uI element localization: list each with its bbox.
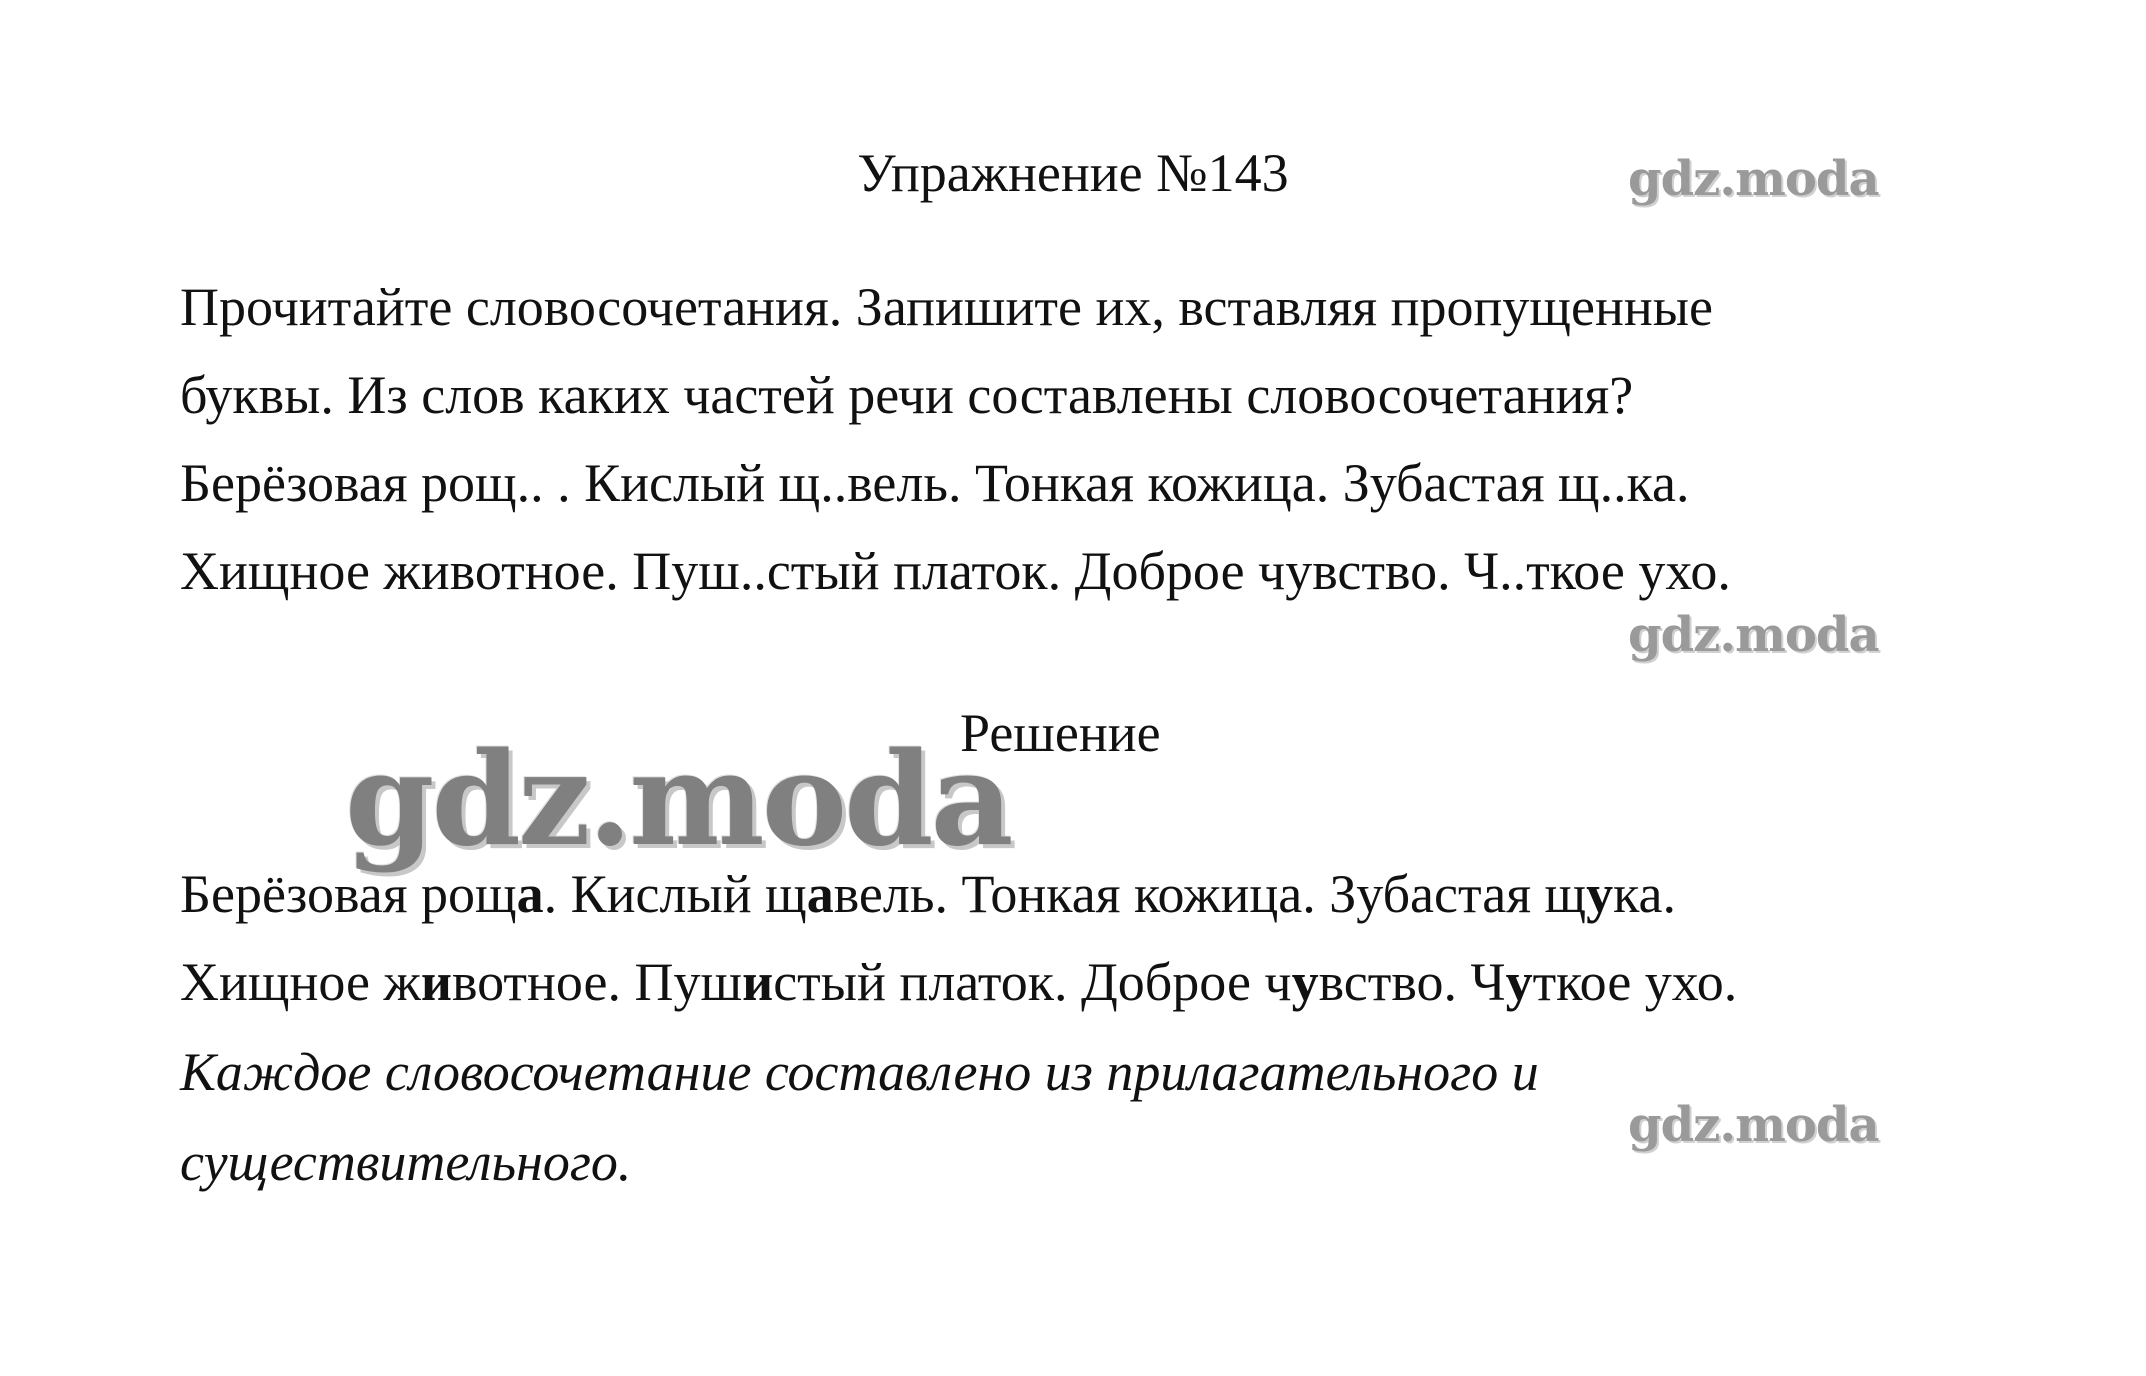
watermark-bottom: gdz.moda [1628,1097,1879,1153]
text-segment: . Кислый щ [543,864,807,924]
task-line: Прочитайте словосочетания. Запишите их, вставляя пропущенные [180,277,1714,337]
watermark-large: gdz.moda [345,725,1011,875]
text-segment: вотное. Пуш [451,952,743,1012]
solution-line [180,862,1676,926]
solution-line [180,950,1737,1014]
task-line: буквы. Из слов каких частей речи составлены словосочетания? [180,365,1634,425]
inserted-letter: и [742,952,774,1012]
inserted-letter: а [516,864,544,924]
inserted-letter: у [1505,952,1533,1012]
solution-note-line: существительного. [180,1132,632,1192]
text-segment: вель. Тонкая кожица. Зубастая щ [833,864,1587,924]
text-segment: вство. Ч [1318,952,1506,1012]
inserted-letter: а [806,864,834,924]
solution-heading: Решение [960,703,1161,763]
text-segment: стый платок. Доброе ч [773,952,1292,1012]
text-segment: ка. [1613,864,1677,924]
solution-note-line: Каждое словосочетание составлено из прилагательного и [180,1042,1539,1102]
watermark-top: gdz.moda [1628,151,1879,207]
task-line: Берёзовая рощ.. . Кислый щ..вель. Тонкая кожица. Зубастая щ..ка. [180,453,1690,513]
exercise-title: Упражнение №143 [857,143,1289,203]
watermark-middle: gdz.moda [1628,607,1879,663]
inserted-letter: и [420,952,452,1012]
task-line: Хищное животное. Пуш..стый платок. Доброе чувство. Ч..ткое ухо. [180,541,1731,601]
text-segment: Хищное ж [180,952,421,1012]
text-segment: ткое ухо. [1532,952,1738,1012]
text-segment: Берёзовая рощ [180,864,517,924]
inserted-letter: у [1586,864,1614,924]
inserted-letter: у [1291,952,1319,1012]
